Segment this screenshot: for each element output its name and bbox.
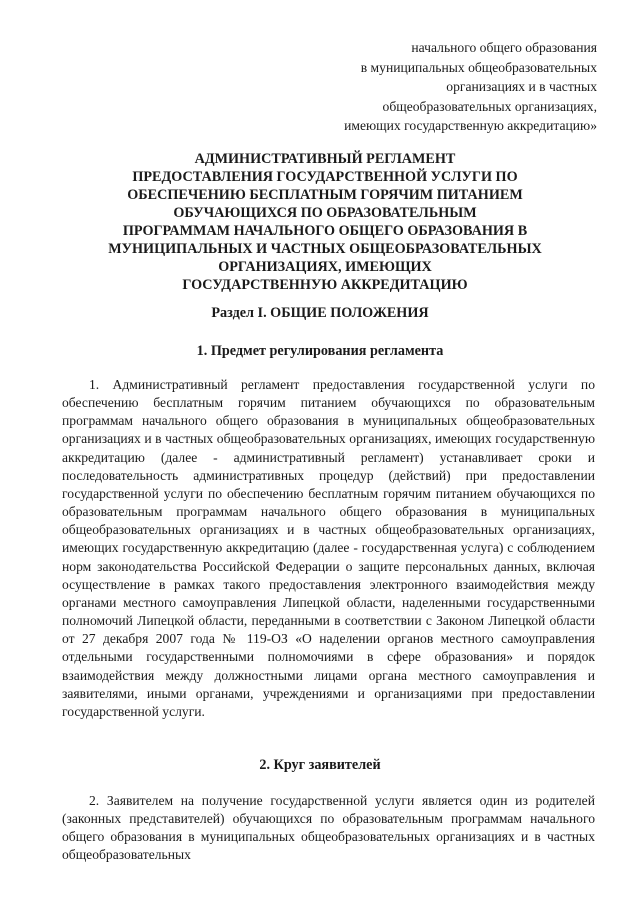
header-line: начального общего образования <box>411 40 597 55</box>
title-line: ПРОГРАММАМ НАЧАЛЬНОГО ОБЩЕГО ОБРАЗОВАНИЯ В <box>122 223 528 239</box>
header-line: имеющих государственную аккредитацию» <box>344 118 597 133</box>
title-line: ПРЕДОСТАВЛЕНИЯ ГОСУДАРСТВЕННОЙ УСЛУГИ ПО <box>132 169 518 185</box>
header-line: в муниципальных общеобразовательных <box>360 59 597 75</box>
header-line: общеобразовательных организациях, <box>382 98 597 114</box>
title-line: АДМИНИСТРАТИВНЫЙ РЕГЛАМЕНТ <box>194 151 456 167</box>
title-line: МУНИЦИПАЛЬНЫХ И ЧАСТНЫХ ОБЩЕОБРАЗОВАТЕЛЬНЫХ <box>108 241 542 257</box>
subsection-heading: 2. Круг заявителей <box>259 757 381 773</box>
section-heading: Раздел I. ОБЩИЕ ПОЛОЖЕНИЯ <box>211 305 429 321</box>
subsection-heading: 1. Предмет регулирования регламента <box>196 343 444 359</box>
title-line: ОБУЧАЮЩИХСЯ ПО ОБРАЗОВАТЕЛЬНЫМ <box>173 205 477 221</box>
paragraph-1: 1. Административный регламент предоставления государственной услуги по обеспечению бесплатным горячим питанием обучающихся по образовательным программам начального общего образования в муниципальных общеобразовательных организациях и в частных общеобразовательных организациях, имеющих государственную аккредитацию (далее - административный регламент) устанавливает сроки и последовательность административных процедур (действий) при предоставлении государственной услуги по обеспечению бесплатным горячим питанием обучающихся по образовательным программам начального общего образования в муниципальных общеобразовательных организациях и в частных общеобразовательных организациях, имеющих государственную аккредитацию (далее - государственная услуга) с соблюдением норм законодательства Российской Федерации о защите персональных данных, включая осуществление в рамках такого предоставления электронного взаимодействия между органами местного самоуправления Липецкой области, наделенными государственными полномочий Липецкой области, переданными в соответствии с Законом Липецкой области от 27 декабря 2007 года № 119-ОЗ «О наделении органов местного самоуправления отдельными государственными полномочиями в сфере образования» и порядок взаимодействия между должностными лицами органа местного самоуправления и заявителями, иными органами, учреждениями и организациями при предоставлении государственной услуги. <box>62 377 595 719</box>
title-line: ГОСУДАРСТВЕННУЮ АККРЕДИТАЦИЮ <box>182 277 468 293</box>
header-line: организациях и в частных <box>446 79 597 94</box>
document-title <box>60 150 590 294</box>
title-line: ОБЕСПЕЧЕНИЮ БЕСПЛАТНЫМ ГОРЯЧИМ ПИТАНИЕМ <box>127 187 523 203</box>
title-line: ОРГАНИЗАЦИЯХ, ИМЕЮЩИХ <box>218 259 432 275</box>
paragraph-2: 2. Заявителем на получение государственной услуги является один из родителей (законных представителей) обучающихся по образовательным программам начального общего образования в муниципальных общеобразовательных организациях и в частных общеобразовательных <box>62 793 595 863</box>
header-block <box>344 38 597 136</box>
